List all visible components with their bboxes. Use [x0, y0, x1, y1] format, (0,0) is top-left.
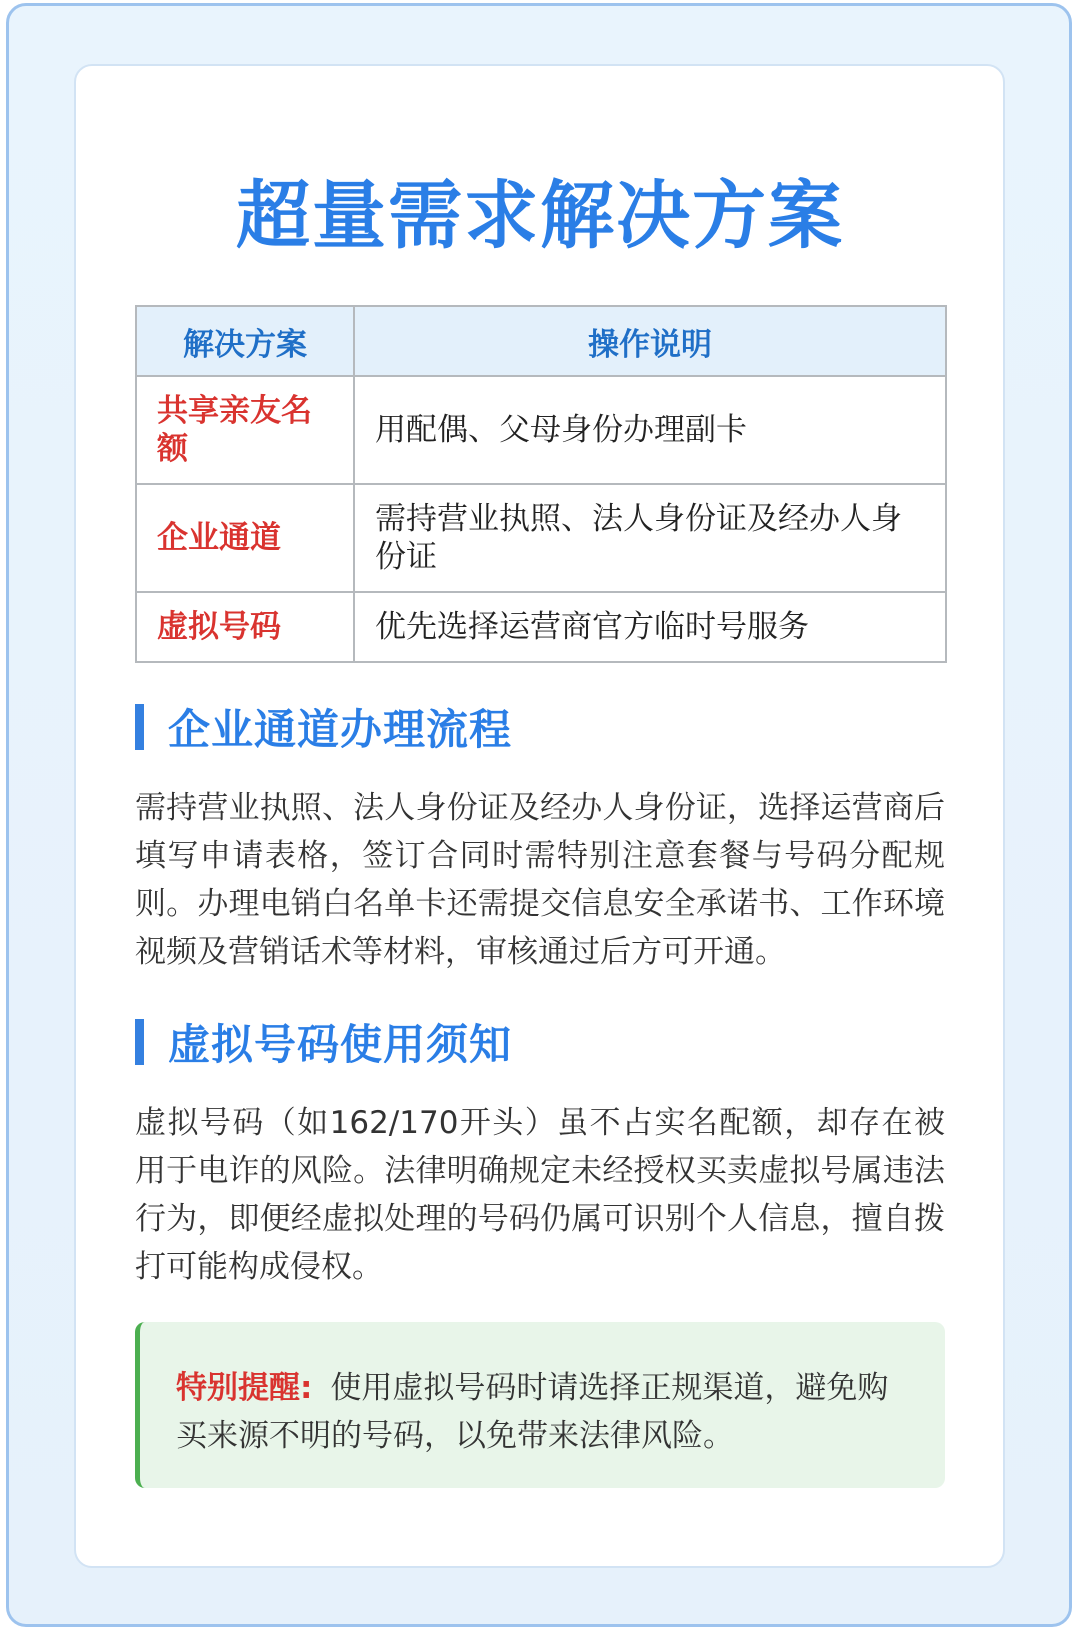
- table-header-row: [136, 306, 946, 376]
- reminder-text: 使用虚拟号码时请选择正规渠道，避免购买来源不明的号码，以免带来法律风险。: [176, 1370, 889, 1454]
- section-body-virtual-number: 虚拟号码（如162/170开头）虽不占实名配额，却存在被用于电诈的风险。法律明确规定未经授权买卖虚拟号属违法行为，即便经虚拟处理的号码仍属可识别个人信息，擅自拨打可能构成侵权。: [135, 1105, 945, 1285]
- page-title: 超量需求解决方案: [236, 173, 844, 259]
- section-accent-bar: [135, 1019, 144, 1065]
- table-row: [136, 376, 946, 484]
- section-title: 虚拟号码使用须知: [168, 1020, 513, 1069]
- table-header-solution: 解决方案: [136, 306, 354, 376]
- table-row: [136, 592, 946, 662]
- reminder-label: 特别提醒:: [176, 1370, 313, 1406]
- solution-instructions: 需持营业执照、法人身份证及经办人身份证: [354, 484, 946, 592]
- section-body-enterprise: 需持营业执照、法人身份证及经办人身份证，选择运营商后填写申请表格，签订合同时需特别注意套餐与号码分配规则。办理电销白名单卡还需提交信息安全承诺书、工作环境视频及营销话术等材料，审核通过后方可开通。: [135, 790, 945, 970]
- table-row: [136, 484, 946, 592]
- solution-instructions: 用配偶、父母身份办理副卡: [354, 376, 946, 484]
- table-header-instructions: 操作说明: [354, 306, 946, 376]
- solution-instructions: 优先选择运营商官方临时号服务: [354, 592, 946, 662]
- solutions-table: [135, 305, 947, 663]
- solution-name: 企业通道: [136, 484, 354, 592]
- section-accent-bar: [135, 704, 144, 750]
- solution-name: 共享亲友名额: [136, 376, 354, 484]
- section-heading-enterprise: [135, 702, 512, 752]
- section-title: 企业通道办理流程: [168, 705, 513, 754]
- solution-name: 虚拟号码: [136, 592, 354, 662]
- special-reminder-box: [135, 1322, 945, 1488]
- section-heading-virtual-number: [135, 1017, 512, 1067]
